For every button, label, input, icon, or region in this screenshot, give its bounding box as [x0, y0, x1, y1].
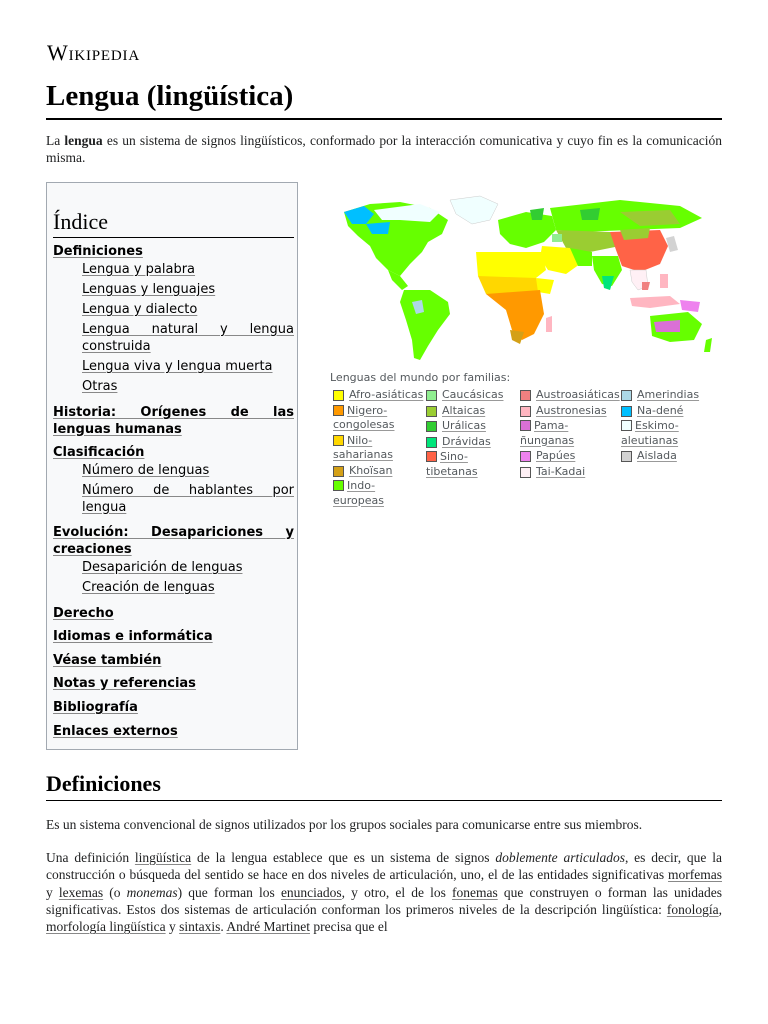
legend-item-amerindias[interactable]: Amerindias: [621, 388, 713, 403]
legend-column-3: [520, 388, 620, 480]
legend-swatch: [621, 390, 632, 401]
legend-item-altaicas[interactable]: Altaicas: [426, 404, 518, 419]
legend-item-tai-kadai[interactable]: Tai-Kadai: [520, 465, 612, 480]
legend-item-na-dene[interactable]: Na-dené: [621, 404, 713, 419]
bold-term: lengua: [64, 133, 103, 148]
link-linguistica[interactable]: lingüística: [134, 850, 192, 865]
map-region-europe: [498, 212, 556, 248]
toc-title: Índice: [53, 209, 294, 238]
toc-item-desaparicion[interactable]: Desaparición de lenguas: [82, 560, 243, 575]
legend-swatch: [333, 480, 344, 491]
link-lexemas[interactable]: lexemas: [58, 884, 104, 900]
map-region-caucasus: [552, 234, 562, 242]
toc-item-vease-tambien[interactable]: Véase también: [53, 653, 162, 668]
toc-item-lenguas-y-lenguajes[interactable]: Lenguas y lenguajes: [82, 282, 216, 297]
map-region-new-zealand: [704, 338, 712, 352]
page-title: Lengua (lingüística): [46, 78, 722, 120]
legend-swatch: [333, 405, 344, 416]
map-region-mongolia: [620, 228, 650, 240]
toc-item-definiciones[interactable]: Definiciones: [53, 244, 143, 259]
toc-item-lengua-y-palabra[interactable]: Lengua y palabra: [82, 262, 196, 277]
toc-item-numero-de-lenguas[interactable]: Número de lenguas: [82, 463, 210, 478]
legend-swatch: [520, 467, 531, 478]
legend-swatch: [426, 437, 437, 448]
legend-item-uralicas[interactable]: Urálicas: [426, 419, 518, 434]
legend-item-khoisan[interactable]: Khoïsan: [333, 464, 425, 479]
legend-swatch: [621, 420, 632, 431]
section-paragraph-2: Una definición lingüística de la lengua establece que es un sistema de signos doblemente articulados, es decir, que la construcción o búsqueda del sentido se hace en dos niveles de articulación, uno, el de las entidades significativas morfemas y lexemas (o monemas) que forman los enunciados, y otro, el de los fonemas que construyen o forman las unidades significativas. Estos dos sistemas de articulación conforman los primeros niveles de la descripción lingüística: fonología, morfología lingüística y sintaxis. André Martinet precisa que el: [46, 850, 722, 935]
legend-item-aislada[interactable]: Aislada: [621, 449, 713, 464]
legend-swatch: [426, 421, 437, 432]
toc-item-lengua-y-dialecto[interactable]: Lengua y dialecto: [82, 302, 198, 317]
legend-item-nilo-saharianas[interactable]: Nilo-saharianas: [333, 433, 393, 461]
map-region-new-guinea: [680, 300, 700, 312]
legend-item-eskimo-aleutianas[interactable]: Eskimo-aleutianas: [621, 419, 679, 447]
map-region-philippines: [660, 274, 668, 288]
toc-item-idiomas-e-informatica[interactable]: Idiomas e informática: [53, 629, 213, 644]
link-morfemas[interactable]: morfemas: [668, 867, 722, 883]
toc-item-creacion[interactable]: Creación de lenguas: [82, 580, 215, 595]
toc-item-lengua-natural[interactable]: Lengua natural y lengua construida: [82, 322, 294, 354]
section-heading-definiciones: Definiciones: [46, 771, 722, 801]
legend-item-austronesias[interactable]: Austronesias: [520, 404, 612, 419]
legend-item-nigero-congolesas[interactable]: Nigero-congolesas: [333, 403, 395, 431]
world-language-families-map[interactable]: [330, 190, 720, 365]
legend-item-pama-nunganas[interactable]: Pama-ñunganas: [520, 419, 575, 447]
toc-item-clasificacion[interactable]: Clasificación: [53, 445, 145, 460]
legend-item-austroasiaticas[interactable]: Austroasiáticas: [520, 388, 612, 403]
toc-item-otras[interactable]: Otras: [82, 379, 118, 394]
link-morfologia-linguistica[interactable]: morfología lingüística: [46, 919, 166, 935]
legend-swatch: [520, 406, 531, 417]
legend-swatch: [426, 451, 437, 462]
map-legend-caption: Lenguas del mundo por familias:: [330, 371, 511, 384]
legend-item-dravidas[interactable]: Drávidas: [426, 435, 518, 450]
link-enunciados[interactable]: enunciados: [280, 884, 342, 900]
intro-paragraph: La lengua es un sistema de signos lingüísticos, conformado por la interacción comunicativa y cuyo fin es la comunicación misma.: [46, 133, 722, 165]
legend-swatch: [520, 451, 531, 462]
map-region-madagascar: [546, 316, 552, 332]
section-paragraph-1: Es un sistema convencional de signos utilizados por los grupos sociales para comunicarse entre sus miembros.: [46, 817, 643, 832]
legend-item-afro-asiaticas[interactable]: Afro-asiáticas: [333, 388, 425, 403]
legend-item-papues[interactable]: Papúes: [520, 449, 612, 464]
legend-swatch: [426, 390, 437, 401]
toc-item-evolucion[interactable]: Evolución: Desapariciones y creaciones: [53, 525, 294, 557]
map-region-finland: [530, 208, 544, 220]
map-region-greenland: [450, 196, 498, 224]
legend-swatch: [333, 390, 344, 401]
link-fonologia[interactable]: fonología: [666, 901, 719, 917]
wikipedia-wordmark[interactable]: Wikipedia: [47, 40, 140, 65]
map-region-south-america: [400, 290, 450, 360]
legend-item-indo-europeas[interactable]: Indo-europeas: [333, 479, 384, 507]
map-region-cambodia: [642, 282, 650, 290]
link-andre-martinet[interactable]: André Martinet: [226, 919, 310, 935]
legend-item-caucasicas[interactable]: Caucásicas: [426, 388, 518, 403]
table-of-contents: [46, 182, 298, 750]
legend-swatch: [621, 406, 632, 417]
legend-column-1: [333, 388, 425, 509]
toc-item-historia[interactable]: Historia: Orígenes de las lenguas humanas: [53, 405, 294, 437]
legend-swatch: [426, 406, 437, 417]
toc-item-enlaces-externos[interactable]: Enlaces externos: [53, 724, 178, 739]
map-region-australia-aboriginal: [654, 320, 680, 332]
legend-swatch: [520, 390, 531, 401]
toc-item-bibliografia[interactable]: Bibliografía: [53, 700, 138, 715]
link-sintaxis[interactable]: sintaxis: [179, 919, 221, 935]
legend-item-sino-tibetanas[interactable]: Sino-tibetanas: [426, 450, 478, 478]
toc-item-notas[interactable]: Notas y referencias: [53, 676, 196, 691]
legend-swatch: [621, 451, 632, 462]
map-region-indonesia: [630, 296, 680, 308]
toc-item-lengua-viva[interactable]: Lengua viva y lengua muerta: [82, 359, 273, 374]
legend-column-2: [426, 388, 518, 480]
map-region-ural: [580, 208, 600, 220]
legend-swatch: [333, 466, 344, 477]
legend-swatch: [333, 435, 344, 446]
legend-swatch: [520, 420, 531, 431]
legend-column-4: [621, 388, 713, 465]
map-region-korea-japan: [666, 236, 678, 252]
link-fonemas[interactable]: fonemas: [451, 884, 498, 900]
toc-item-derecho[interactable]: Derecho: [53, 606, 114, 621]
toc-item-numero-de-hablantes[interactable]: Número de hablantes por lengua: [82, 483, 294, 515]
map-region-kalahari: [510, 330, 524, 344]
